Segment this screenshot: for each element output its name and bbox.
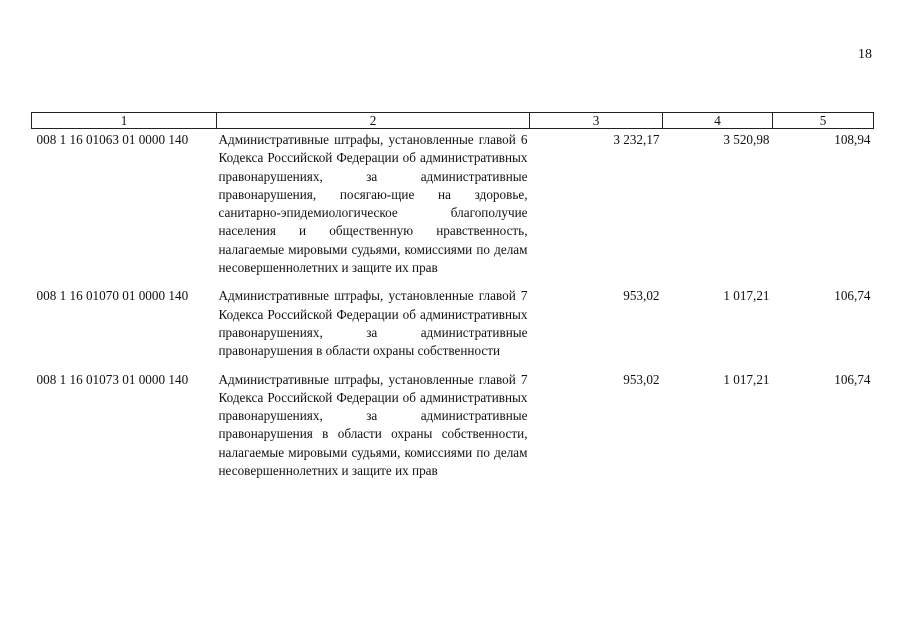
header-row xyxy=(32,113,874,129)
header-col-3: 3 xyxy=(530,113,663,129)
row-description: Административные штрафы, установленные главой 7 Кодекса Российской Федерации об административных правонарушениях, за административные правонарушения в области охраны собственности, налагаемые мировыми судьями, комиссиями по делам несовершеннолетних и защите их прав xyxy=(218,371,528,479)
row-value-col5: 106,74 xyxy=(834,371,871,387)
budget-table xyxy=(31,112,874,488)
row-value-col3: 953,02 xyxy=(623,288,660,304)
row-code: 008 1 16 01070 01 0000 140 xyxy=(36,288,189,304)
table-header xyxy=(32,113,874,129)
header-col-1: 1 xyxy=(32,113,217,129)
page-number: 18 xyxy=(858,47,872,62)
header-col-2: 2 xyxy=(217,113,530,129)
row-description: Административные штрафы, установленные главой 6 Кодекса Российской Федерации об административных правонарушениях, за административные правонарушения, посягаю-щие на здоровье, санитарно-эпидемиологическое благополучие населения и общественную нравственность, налагаемые мировыми судьями, комиссиями по делам несовершеннолетних и защите их прав xyxy=(218,132,528,276)
row-value-col5: 106,74 xyxy=(834,288,871,304)
table-row xyxy=(32,285,874,368)
row-value-col4: 1 017,21 xyxy=(723,371,770,387)
row-value-col4: 1 017,21 xyxy=(723,288,770,304)
row-value-col5: 108,94 xyxy=(834,132,871,147)
header-col-5: 5 xyxy=(773,113,874,129)
row-code: 008 1 16 01063 01 0000 140 xyxy=(36,132,189,147)
row-description: Административные штрафы, установленные главой 7 Кодекса Российской Федерации об административных правонарушениях, за административные правонарушения в области охраны собственности xyxy=(218,288,528,359)
header-col-4: 4 xyxy=(663,113,773,129)
row-value-col3: 3 232,17 xyxy=(613,132,660,147)
table-row xyxy=(32,129,874,286)
row-value-col3: 953,02 xyxy=(623,371,660,387)
row-code: 008 1 16 01073 01 0000 140 xyxy=(36,371,189,387)
table-body xyxy=(32,129,874,489)
table-row xyxy=(32,369,874,489)
row-value-col4: 3 520,98 xyxy=(723,132,770,147)
